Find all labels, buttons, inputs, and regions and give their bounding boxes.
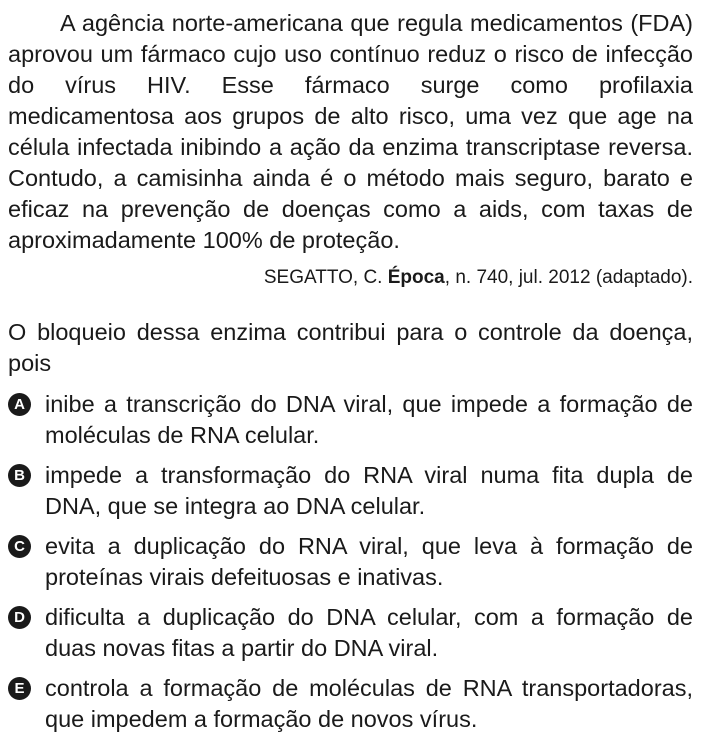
passage-text: A agência norte-americana que regula medicamentos (FDA) aprovou um fármaco cujo uso contínuo reduz o risco de infecção do vírus HIV. Esse fármaco surge como profilaxia medicamentosa aos grupos de alto risco, uma vez que age na célula infectada inibindo a ação da enzima transcriptase reversa. Contudo, a camisinha ainda é o método mais seguro, barato e eficaz na prevenção de doenças como a aids, com taxas de aproximadamente 100% de proteção.	[8, 10, 693, 253]
option-a[interactable]	[8, 389, 693, 451]
source-details: , n. 740, jul. 2012 (adaptado).	[444, 267, 693, 288]
option-e-text: controla a formação de moléculas de RNA transportadoras, que impedem a formação de novos vírus.	[45, 675, 693, 732]
option-b-text: impede a transformação do RNA viral numa fita dupla de DNA, que se integra ao DNA celular.	[45, 462, 693, 519]
option-e-letter-icon: E	[8, 677, 31, 700]
option-c-letter-icon: C	[8, 535, 31, 558]
answer-options	[8, 389, 693, 735]
option-c-text: evita a duplicação do RNA viral, que leva à formação de proteínas virais defeituosas e inativas.	[45, 533, 693, 590]
source-author: SEGATTO, C.	[263, 267, 388, 288]
option-b-letter-icon: B	[8, 464, 31, 487]
option-a-letter-icon: A	[8, 393, 31, 416]
option-b[interactable]	[8, 460, 693, 522]
option-d-text: dificulta a duplicação do DNA celular, com a formação de duas novas fitas a partir do DNA viral.	[45, 604, 693, 661]
option-e[interactable]	[8, 673, 693, 735]
option-d-letter-icon: D	[8, 606, 31, 629]
source-citation	[8, 265, 693, 291]
question-stem: O bloqueio dessa enzima contribui para o controle da doença, pois	[8, 319, 693, 376]
option-c[interactable]	[8, 531, 693, 593]
option-d[interactable]	[8, 602, 693, 664]
source-publication: Época	[387, 267, 445, 288]
option-a-text: inibe a transcrição do DNA viral, que impede a formação de moléculas de RNA celular.	[45, 391, 693, 448]
